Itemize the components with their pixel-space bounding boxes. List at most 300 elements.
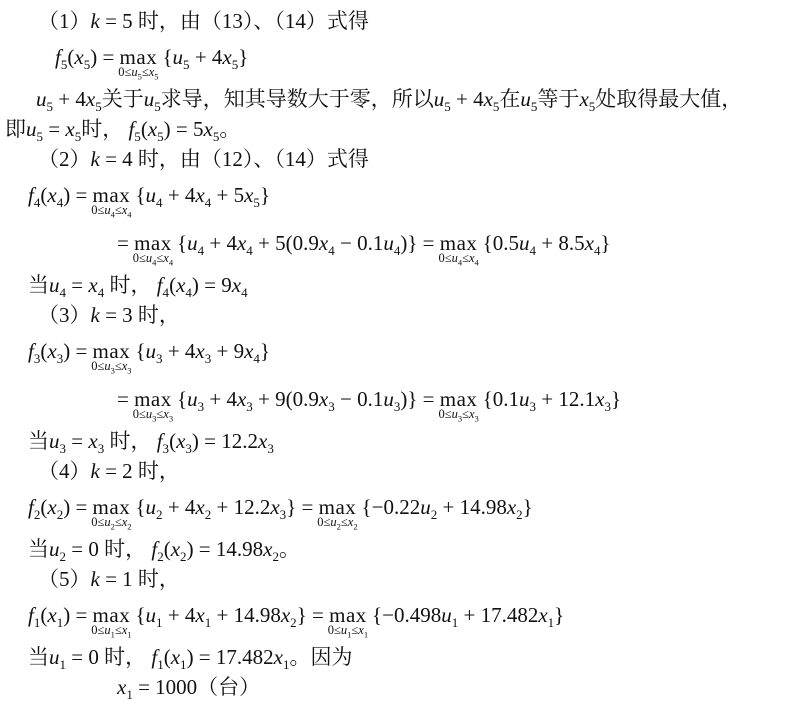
math-var: $x_3$ [163, 407, 174, 424]
text-run: + 4 [204, 387, 237, 411]
max-limit [133, 408, 173, 422]
text-run: } [610, 387, 622, 411]
math-var: $f_3$ [28, 339, 41, 367]
math-var: $u_2$ [145, 495, 163, 523]
math-var: $x_4$ [236, 231, 253, 259]
math-var: $u_3$ [145, 407, 157, 424]
text-run: + 14.98 [437, 495, 507, 519]
subscript: 1 [156, 615, 163, 631]
text-run: 0≤ [317, 515, 331, 529]
text-run: 0≤ [91, 359, 105, 373]
line-formula [117, 224, 811, 272]
max-limit [91, 204, 131, 218]
math-var: $x_4$ [163, 251, 174, 268]
subscript: 3 [127, 365, 132, 376]
subscript: 3 [328, 399, 335, 415]
subscript: 5 [212, 129, 220, 145]
max-limit [91, 360, 131, 374]
text-run: {−0.498 [366, 603, 442, 627]
subscript: 1 [59, 657, 67, 673]
text-run: } = [286, 495, 319, 519]
subscript: 2 [156, 507, 163, 523]
text-run: ( [40, 495, 48, 519]
math-var: $x_1$ [170, 645, 187, 673]
subscript: 3 [457, 413, 463, 424]
text-run: } = [296, 603, 330, 627]
math-var: $u_3$ [145, 339, 163, 367]
line-result [5, 116, 811, 146]
subscript: 5 [530, 99, 538, 115]
math-var: $x_4$ [318, 231, 335, 259]
subscript: 3 [204, 351, 212, 367]
math-var: $u_1$ [145, 603, 163, 631]
math-var: $x_1$ [195, 603, 212, 631]
text-run: + 4 [162, 339, 196, 363]
max-word: max [92, 603, 131, 627]
math-var: $x_1$ [121, 623, 132, 640]
subscript: 3 [156, 351, 163, 367]
text-run: = 0 时， [66, 537, 152, 561]
subscript: 5 [154, 99, 161, 115]
text-run: } [259, 183, 271, 207]
math-var: $x_4$ [47, 183, 64, 211]
math-var: $x_1$ [273, 645, 290, 673]
math-var: k [90, 9, 100, 33]
line-formula [55, 38, 811, 86]
text-run: 时， [81, 117, 129, 141]
text-run: ) = [63, 495, 93, 519]
subscript: 1 [33, 615, 41, 631]
text-run: ≤ [462, 407, 469, 421]
line-formula [28, 176, 811, 224]
subscript: 2 [110, 521, 115, 532]
math-var: $x_3$ [195, 339, 212, 367]
max-operator [91, 339, 132, 376]
math-var: $u_1$ [441, 603, 459, 631]
max-operator [118, 45, 159, 82]
math-var: $f_2$ [151, 537, 164, 565]
text-run: {0.1 [477, 387, 520, 411]
text-run: {−0.22 [356, 495, 421, 519]
subscript: 3 [56, 351, 64, 367]
line-formula [28, 488, 811, 536]
subscript: 3 [59, 441, 67, 457]
text-run: ) = 17.482 [186, 645, 274, 669]
max-word: max [134, 387, 172, 411]
max-limit [118, 66, 158, 80]
text-run: ) = [63, 339, 93, 363]
max-limit [91, 624, 131, 638]
text-run: 0≤ [91, 203, 105, 217]
text-run: = [66, 273, 89, 297]
text-run: { [171, 387, 188, 411]
text-run: （5） [38, 567, 91, 591]
text-run: （1） [38, 9, 91, 33]
subscript: 2 [290, 615, 297, 631]
text-run: 0≤ [132, 407, 146, 421]
text-run: = 0 时， [66, 645, 152, 669]
line-heading [38, 458, 811, 488]
subscript: 5 [83, 57, 91, 73]
max-operator [132, 231, 174, 268]
line-heading [38, 146, 811, 176]
text-run: )} = [400, 231, 440, 255]
text-run: 。 [279, 537, 300, 561]
text-run: 关于 [101, 87, 144, 111]
subscript: 5 [444, 99, 451, 115]
max-operator [91, 183, 132, 220]
subscript: 4 [97, 285, 105, 301]
line-formula [28, 332, 811, 380]
subscript: 4 [457, 257, 463, 268]
math-var: $f_1$ [28, 603, 41, 631]
math-var: $u_5$ [433, 87, 451, 115]
math-var: $u_5$ [520, 87, 538, 115]
subscript: 1 [282, 657, 290, 673]
max-operator [438, 387, 479, 424]
text-run: + 4 [450, 87, 484, 111]
math-var: $x_2$ [170, 537, 187, 565]
text-run: ( [140, 117, 148, 141]
line-heading [38, 8, 811, 38]
math-var: $f_5$ [55, 45, 68, 73]
max-limit [328, 624, 368, 638]
text-run: ≤ [114, 623, 122, 637]
subscript: 4 [162, 285, 170, 301]
text-run: = [117, 387, 135, 411]
subscript: 4 [152, 257, 157, 268]
subscript: 5 [36, 129, 44, 145]
subscript: 3 [33, 351, 41, 367]
max-limit [438, 252, 478, 266]
text-run: 0≤ [118, 65, 132, 79]
math-var: $u_2$ [104, 515, 115, 532]
subscript: 1 [347, 629, 352, 640]
math-var: $u_4$ [104, 203, 115, 220]
max-operator [91, 603, 132, 640]
text-run: + 5(0.9 [252, 231, 319, 255]
math-var: $u_4$ [145, 183, 163, 211]
text-run: = 1 时， [99, 567, 180, 591]
text-run: { [130, 603, 146, 627]
subscript: 2 [157, 549, 164, 565]
text-run: = 1000（台） [132, 675, 261, 699]
text-run: = [117, 231, 135, 255]
math-var: $x_1$ [117, 675, 133, 703]
text-run: 时， [104, 273, 157, 297]
text-run: ) = [63, 603, 93, 627]
text-run: + 9 [211, 339, 245, 363]
line-heading [38, 302, 811, 332]
math-var: $x_5$ [222, 45, 239, 73]
text-run: 0≤ [91, 623, 105, 637]
subscript: 3 [97, 441, 105, 457]
text-run: ≤ [462, 251, 469, 265]
text-run: ) = [63, 183, 93, 207]
text-run: 0≤ [438, 251, 452, 265]
subscript: 4 [328, 243, 335, 259]
text-run: } [522, 495, 533, 519]
text-run: 。 [219, 117, 241, 141]
text-run: ≤ [340, 515, 348, 529]
subscript: 5 [231, 57, 239, 73]
text-run: ( [67, 45, 75, 69]
subscript: 1 [126, 687, 133, 703]
text-run: ( [40, 339, 48, 363]
math-var: $x_2$ [263, 537, 279, 565]
math-var: $u_5$ [36, 87, 54, 115]
subscript: 4 [168, 257, 174, 268]
line-formula [117, 380, 811, 428]
text-run: + 4 [204, 231, 237, 255]
text-run: ) = 5 [163, 117, 204, 141]
text-run: （2） [38, 147, 91, 171]
text-run: + 4 [189, 45, 223, 69]
max-operator [317, 495, 358, 532]
text-run: } [600, 231, 611, 255]
text-run: + 5 [211, 183, 245, 207]
text-run: （4） [38, 459, 91, 483]
subscript: 1 [56, 615, 64, 631]
text-run: + 8.5 [536, 231, 585, 255]
subscript: 5 [492, 99, 500, 115]
subscript: 3 [162, 441, 170, 457]
math-var: $u_3$ [49, 429, 67, 457]
text-run: 。因为 [289, 645, 353, 669]
text-run: ≤ [351, 623, 359, 637]
line-result [28, 644, 811, 674]
text-run: 当 [28, 645, 49, 669]
text-run: )} = [400, 387, 440, 411]
subscript: 2 [336, 521, 341, 532]
text-run: 当 [28, 537, 49, 561]
subscript: 5 [134, 129, 141, 145]
math-var: $x_3$ [270, 495, 287, 523]
math-var: $x_1$ [538, 603, 555, 631]
text-run: ( [163, 645, 171, 669]
math-var: $u_2$ [330, 515, 341, 532]
max-word: max [439, 231, 478, 255]
math-var: $u_3$ [383, 387, 401, 415]
text-run: ( [169, 273, 177, 297]
math-var: $u_3$ [519, 387, 537, 415]
text-run: （3） [38, 303, 91, 327]
max-operator [132, 387, 174, 424]
max-limit [91, 516, 131, 530]
subscript: 3 [197, 399, 205, 415]
text-run: ≤ [141, 65, 149, 79]
text-run: + 17.482 [458, 603, 539, 627]
text-run: 时， [104, 429, 157, 453]
math-var: $x_4$ [195, 183, 212, 211]
text-run: = [66, 429, 89, 453]
subscript: 3 [168, 413, 174, 424]
math-var: $x_3$ [258, 429, 274, 457]
subscript: 5 [60, 57, 68, 73]
document-body [0, 8, 811, 706]
subscript: 3 [110, 365, 115, 376]
line-result [28, 428, 811, 458]
math-var: $u_4$ [383, 231, 401, 259]
subscript: 4 [593, 243, 601, 259]
math-var: $u_1$ [340, 623, 352, 640]
subscript: 3 [246, 399, 253, 415]
text-run: + 9(0.9 [252, 387, 319, 411]
text-run: { [130, 183, 146, 207]
text-run: { [130, 339, 146, 363]
max-limit [317, 516, 357, 530]
math-var: $x_2$ [195, 495, 212, 523]
max-word: max [134, 231, 172, 255]
text-run: + 4 [53, 87, 86, 111]
text-run: 当 [28, 273, 49, 297]
math-var: $u_5$ [172, 45, 190, 73]
math-var: $x_4$ [121, 203, 132, 220]
math-var: $x_3$ [468, 407, 479, 424]
subscript: 4 [241, 285, 248, 301]
subscript: 2 [180, 549, 187, 565]
subscript: 4 [253, 351, 260, 367]
math-var: $x_4$ [231, 273, 248, 301]
math-var: $x_2$ [121, 515, 132, 532]
text-run: { [171, 231, 188, 255]
math-var: $x_5$ [65, 117, 82, 145]
subscript: 1 [547, 615, 555, 631]
text-run: 等于 [537, 87, 580, 111]
text-run: ) = 9 [191, 273, 232, 297]
math-var: $x_4$ [88, 273, 105, 301]
text-run: ≤ [114, 515, 122, 529]
text-run: 即 [5, 117, 26, 141]
text-run: 求导，知其导数大于零，所以 [160, 87, 434, 111]
subscript: 4 [185, 285, 192, 301]
max-word: max [92, 495, 131, 519]
math-var: $x_1$ [47, 603, 64, 631]
text-run: = 2 时， [99, 459, 180, 483]
max-operator [91, 495, 132, 532]
math-var: $f_5$ [128, 117, 141, 145]
line-formula [117, 674, 811, 706]
math-var: $f_2$ [28, 495, 41, 523]
math-var: $u_4$ [145, 251, 157, 268]
text-run: 0≤ [132, 251, 146, 265]
subscript: 3 [267, 441, 274, 457]
subscript: 2 [430, 507, 438, 523]
math-var: $f_1$ [151, 645, 164, 673]
text-run: = 5 时，由（13）、（14）式得 [99, 9, 369, 33]
text-run: 在 [499, 87, 521, 111]
subscript: 1 [180, 657, 187, 673]
subscript: 4 [529, 243, 537, 259]
math-var: $f_4$ [156, 273, 170, 301]
math-var: $u_4$ [49, 273, 67, 301]
text-run: + 14.98 [211, 603, 281, 627]
subscript: 5 [183, 57, 190, 73]
math-var: $x_3$ [176, 429, 192, 457]
math-var: k [90, 567, 100, 591]
subscript: 5 [154, 71, 159, 82]
subscript: 5 [157, 129, 164, 145]
subscript: 2 [353, 521, 358, 532]
math-var: $u_5$ [26, 117, 44, 145]
subscript: 3 [529, 399, 537, 415]
subscript: 3 [393, 399, 401, 415]
math-var: $x_5$ [85, 87, 102, 115]
subscript: 5 [137, 71, 142, 82]
line-result [28, 272, 811, 302]
subscript: 5 [588, 99, 596, 115]
subscript: 4 [56, 195, 64, 211]
subscript: 1 [157, 657, 164, 673]
math-var: $x_1$ [358, 623, 369, 640]
text-run: − 0.1 [334, 231, 384, 255]
max-word: max [329, 603, 367, 627]
text-run: { [157, 45, 173, 69]
math-var: $u_3$ [187, 387, 205, 415]
math-var: $x_3$ [595, 387, 611, 415]
text-run: ( [40, 603, 48, 627]
subscript: 2 [59, 549, 67, 565]
subscript: 3 [185, 441, 192, 457]
math-var: $u_5$ [131, 65, 142, 82]
math-var: $u_4$ [451, 251, 463, 268]
math-var: $x_2$ [506, 495, 523, 523]
math-var: $x_2$ [47, 495, 64, 523]
math-var: $x_5$ [147, 117, 164, 145]
line-heading [38, 566, 811, 596]
math-var: k [90, 303, 100, 327]
subscript: 5 [95, 99, 102, 115]
max-word: max [92, 183, 131, 207]
subscript: 2 [56, 507, 64, 523]
math-var: $x_2$ [280, 603, 297, 631]
subscript: 1 [451, 615, 459, 631]
subscript: 4 [156, 195, 163, 211]
math-var: $u_1$ [104, 623, 115, 640]
text-run: } [554, 603, 565, 627]
math-var: $x_3$ [47, 339, 64, 367]
math-var: k [90, 459, 100, 483]
text-run: − 0.1 [334, 387, 384, 411]
math-var: $x_4$ [468, 251, 479, 268]
max-word: max [318, 495, 357, 519]
math-var: $f_3$ [156, 429, 170, 457]
math-var: $u_2$ [49, 537, 67, 565]
math-var: $f_4$ [28, 183, 41, 211]
subscript: 4 [197, 243, 205, 259]
math-var: $x_5$ [74, 45, 91, 73]
text-run: + 12.1 [536, 387, 596, 411]
subscript: 4 [33, 195, 41, 211]
math-var: $u_4$ [187, 231, 205, 259]
subscript: 3 [279, 507, 287, 523]
subscript: 1 [363, 629, 369, 640]
subscript: 4 [110, 209, 115, 220]
math-var: k [90, 147, 100, 171]
text-run: ( [40, 183, 48, 207]
math-var: $x_5$ [203, 117, 220, 145]
subscript: 1 [110, 629, 115, 640]
subscript: 4 [59, 285, 67, 301]
math-var: $x_5$ [148, 65, 159, 82]
math-var: $u_3$ [451, 407, 463, 424]
math-var: $x_3$ [236, 387, 253, 415]
text-run: ≤ [114, 203, 122, 217]
max-limit [133, 252, 173, 266]
text-run: {0.5 [477, 231, 520, 255]
text-run: ( [163, 537, 171, 561]
max-word: max [119, 45, 158, 69]
